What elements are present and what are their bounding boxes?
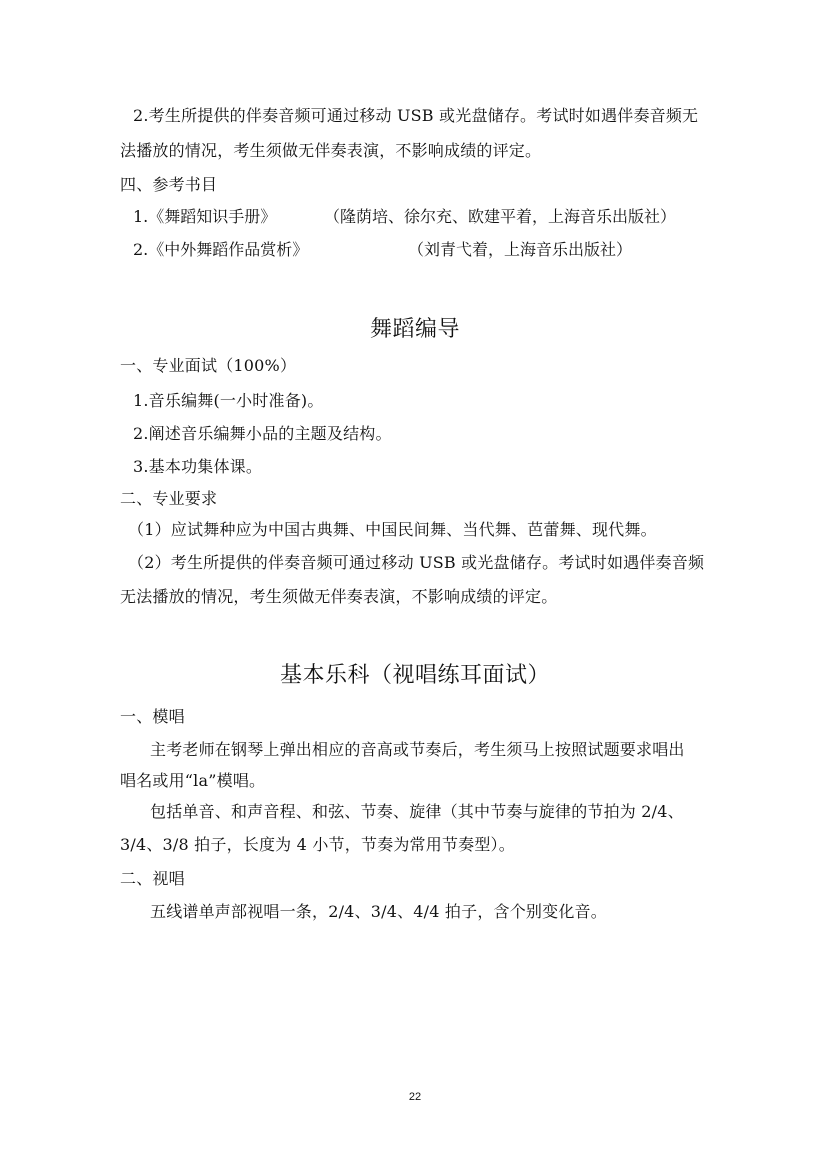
paragraph-line: 唱名或用“la”模唱。 (120, 771, 266, 790)
paragraph-line: 主考老师在钢琴上弹出相应的音高或节奏后，考生须马上按照试题要求唱出 (150, 740, 685, 759)
reference-title: 2.《中外舞蹈作品赏析》 (133, 240, 309, 259)
section-heading: 四、参考书目 (120, 175, 218, 194)
section-heading: 一、专业面试（100%） (120, 356, 297, 375)
list-item: 3.基本功集体课。 (133, 457, 263, 476)
reference-detail: （隆荫培、徐尔充、欧建平着，上海音乐出版社） (324, 207, 677, 226)
section-heading: 二、专业要求 (120, 489, 218, 508)
requirement-item: （2）考生所提供的伴奏音频可通过移动 USB 或光盘储存。考试时如遇伴奏音频 (128, 553, 705, 572)
reference-title: 1.《舞蹈知识手册》 (133, 207, 277, 226)
requirement-item: （1）应试舞种应为中国古典舞、中国民间舞、当代舞、芭蕾舞、现代舞。 (128, 520, 657, 539)
paragraph-line: 五线谱单声部视唱一条，2/4、3/4、4/4 拍子，含个别变化音。 (150, 902, 607, 921)
reference-detail: （刘青弋着，上海音乐出版社） (408, 240, 633, 259)
paragraph-line: 包括单音、和声音程、和弦、节奏、旋律（其中节奏与旋律的节拍为 2/4、 (150, 802, 684, 821)
section-heading: 一、模唱 (120, 707, 185, 726)
paragraph-line: 法播放的情况，考生须做无伴奏表演，不影响成绩的评定。 (120, 141, 542, 160)
paragraph-line: 3/4、3/8 拍子，长度为 4 小节，节奏为常用节奏型）。 (120, 835, 515, 854)
page-number: 22 (408, 1091, 422, 1103)
list-item: 2.阐述音乐编舞小品的主题及结构。 (133, 424, 392, 443)
requirement-item: 无法播放的情况，考生须做无伴奏表演，不影响成绩的评定。 (120, 587, 558, 606)
section-title: 基本乐科（视唱练耳面试） (279, 663, 550, 688)
section-title: 舞蹈编导 (369, 317, 460, 342)
paragraph-line: 2.考生所提供的伴奏音频可通过移动 USB 或光盘储存。考试时如遇伴奏音频无 (133, 106, 699, 125)
list-item: 1.音乐编舞(一小时准备)。 (133, 391, 324, 410)
section-heading: 二、视唱 (120, 869, 185, 888)
